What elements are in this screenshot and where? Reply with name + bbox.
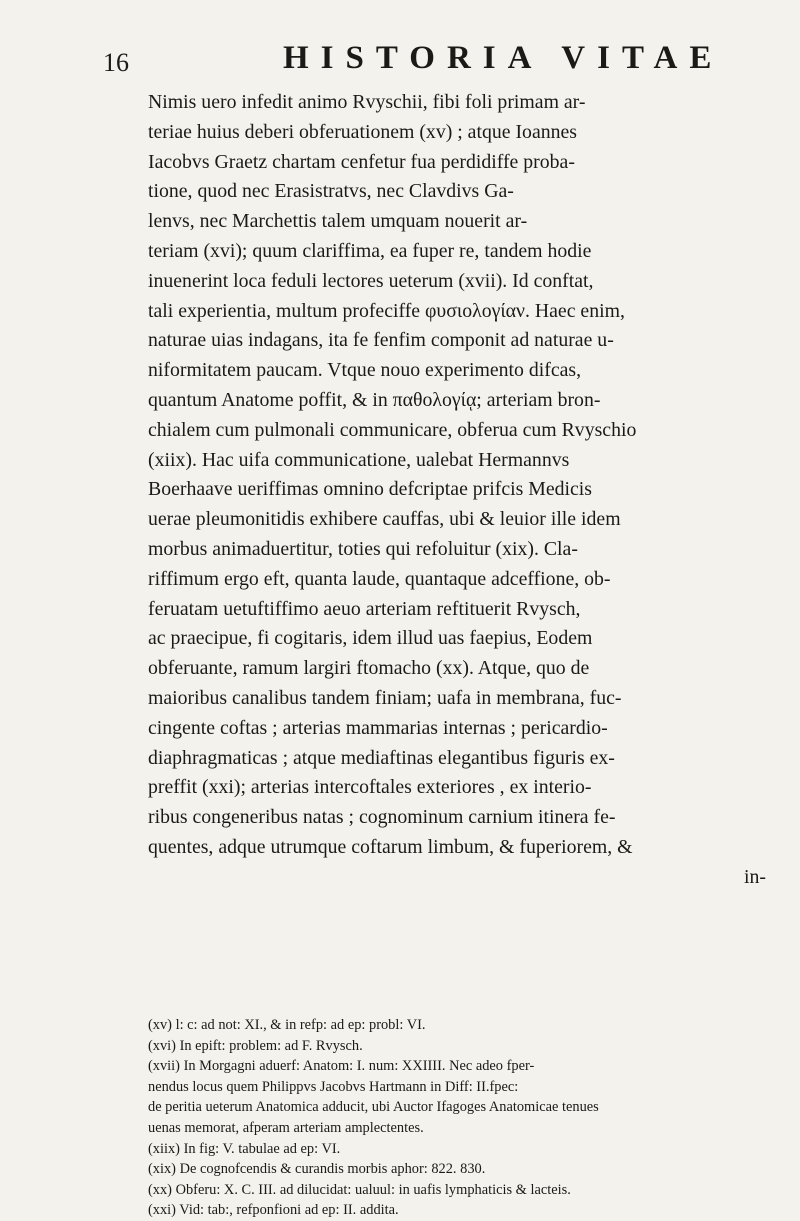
footnote: (xvi) In epift: problem: ad F. Rvysch. [148,1037,363,1054]
text-line: riffimum ergo eft, quanta laude, quantaque adceffione, ob- [148,567,611,590]
text-line: tione, quod nec Erasistratvs, nec Clavdivs Ga- [148,180,514,203]
footnote-continuation: nendus locus quem Philippvs Jacobvs Hartmann in Diff: II.fpec: [148,1078,519,1095]
text-line: diaphragmaticas ; atque mediaftinas elegantibus figuris ex- [148,746,615,769]
text-line: chialem cum pulmonali communicare, obferua cum Rvyschio [148,418,637,441]
main-text [148,88,766,893]
footnotes [148,1015,766,1221]
text-line: quantum Anatome poffit, & in παθολογίᾳ; arteriam bron- [148,388,601,411]
text-line: Iacobvs Graetz chartam cenfetur fua perdidiffe proba- [148,150,575,173]
text-line: Boerhaave ueriffimas omnino defcriptae prifcis Medicis [148,478,593,501]
text-line: morbus animaduertitur, toties qui refoluitur (xix). Cla- [148,537,578,560]
page-number: 16 [103,48,129,77]
footnote: (xix) De cognofcendis & curandis morbis aphor: 822. 830. [148,1161,486,1178]
text-line: ac praecipue, fi cogitaris, idem illud uas faepius, Eodem [148,627,593,650]
footnote: (xx) Obferu: X. C. III. ad dilucidat: ualuul: in uafis lymphaticis & lacteis. [148,1181,571,1198]
text-line: tali experientia, multum profeciffe φυσιολογίαν. Haec enim, [148,299,625,322]
footnote-continuation: uenas memorat, afperam arteriam amplectentes. [148,1119,424,1136]
footnote: (xxi) Vid: tab:, refponfioni ad ep: II. addita. [148,1202,399,1219]
footnote: (xvii) In Morgagni aduerf: Anatom: I. num: XXIIII. Nec adeo fper- [148,1058,535,1075]
text-line: maioribus canalibus tandem finiam; uafa in membrana, fuc- [148,686,622,709]
text-line: lenvs, nec Marchettis talem umquam nouerit ar- [148,210,528,233]
text-line: naturae uias indagans, ita fe fenfim componit ad naturae u- [148,329,614,352]
text-line: preffit (xxi); arterias intercoftales exteriores , ex interio- [148,776,592,799]
text-line: niformitatem paucam. Vtque nouo experimento difcas, [148,359,582,382]
footnote: (xv) l: c: ad not: XI., & in refp: ad ep: probl: VI. [148,1017,426,1033]
text-line: feruatam uetuftiffimo aeuo arteriam reftituerit Rvysch, [148,597,581,620]
running-head: HISTORIA VITAE [283,40,724,76]
footnote-continuation: de peritia ueterum Anatomica adducit, ubi Auctor Ifagoges Anatomicae tenues [148,1099,599,1116]
page-header [103,40,763,90]
text-line: ribus congeneribus natas ; cognominum carnium itinera fe- [148,806,616,829]
text-line: Nimis uero infedit animo Rvyschii, fibi foli primam ar- [148,91,586,113]
text-line: uerae pleumonitidis exhibere cauffas, ubi & leuior ille idem [148,508,621,531]
text-line: inuenerint loca feduli lectores ueterum (xvii). Id conftat, [148,269,594,292]
text-line: teriae huius deberi obferuationem (xv) ; atque Ioannes [148,120,577,143]
text-line: (xiix). Hac uifa communicatione, ualebat Hermannvs [148,448,570,471]
text-line: quentes, adque utrumque coftarum limbum, & fuperiorem, & [148,835,633,858]
footnote: (xiix) In fig: V. tabulae ad ep: VI. [148,1140,341,1157]
text-line: obferuante, ramum largiri ftomacho (xx). Atque, quo de [148,657,590,680]
catchword: in- [744,865,766,888]
text-line: cingente coftas ; arterias mammarias internas ; pericardio- [148,716,608,739]
text-line: teriam (xvi); quum clariffima, ea fuper re, tandem hodie [148,239,592,262]
